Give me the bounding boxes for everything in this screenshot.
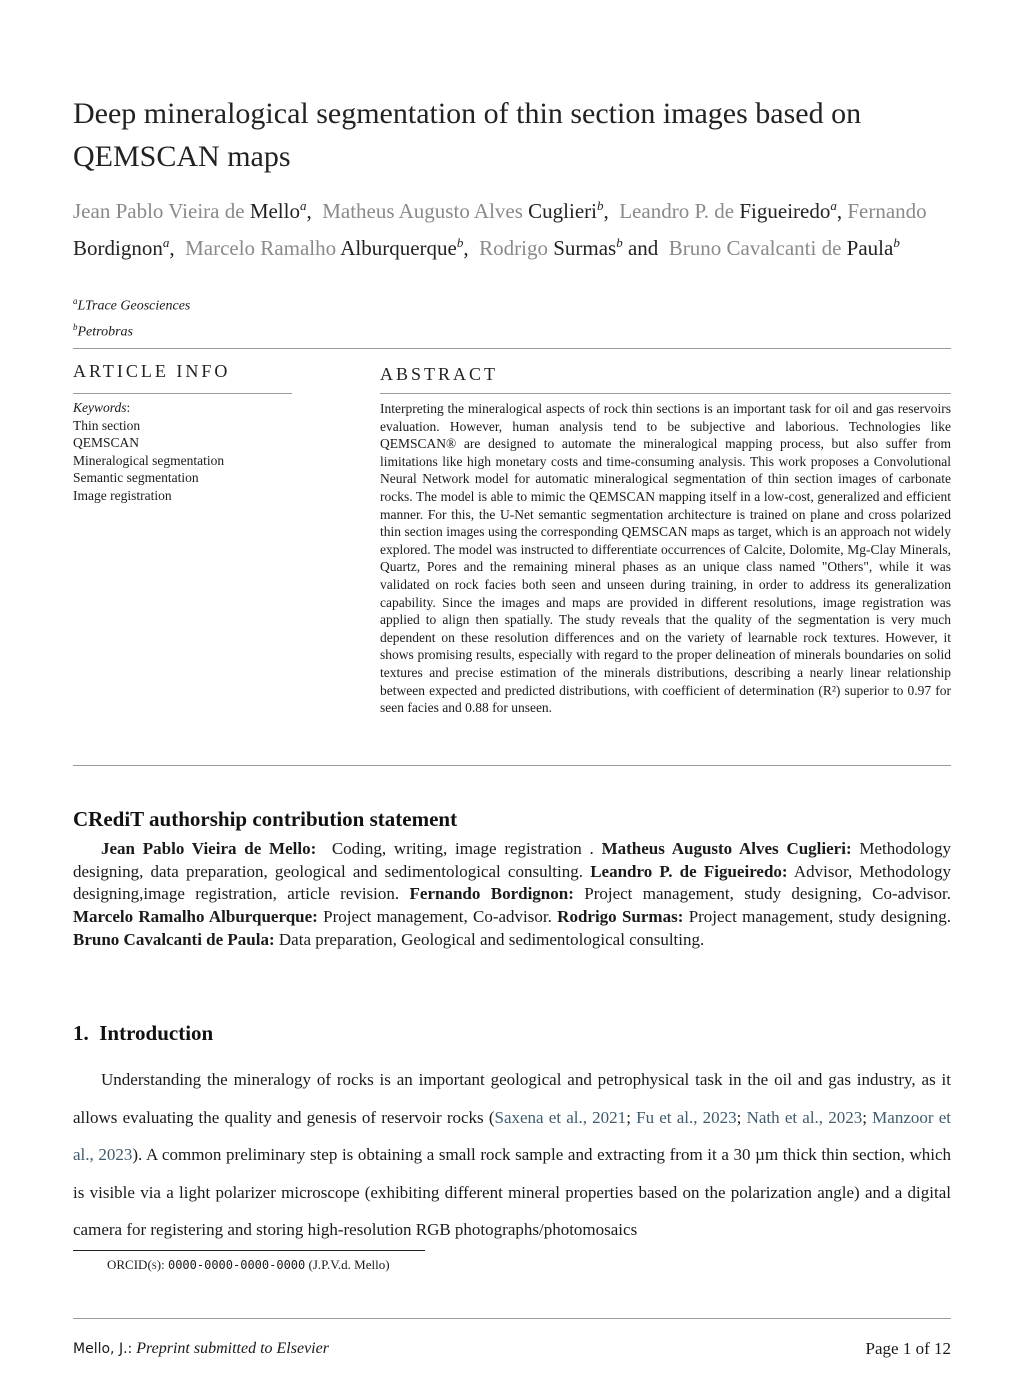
author[interactable]: Fernando Bordignon$^a$ bbox=[73, 199, 927, 260]
divider bbox=[73, 348, 951, 349]
keywords-label: Keywords bbox=[73, 400, 127, 415]
author[interactable]: Jean Pablo Vieira de Mello$^a$ bbox=[73, 198, 307, 223]
citation-link[interactable]: Fu et al., 2023 bbox=[636, 1107, 737, 1127]
citation-link[interactable]: Nath et al., 2023 bbox=[746, 1107, 863, 1127]
author-list: Jean Pablo Vieira de Mello$^a$, Matheus Augusto Alves Cuglieri$^b$, Leandro P. de Figueiredo$^a$, Fernando Bordignon$^a$, Marcelo Ramalho Alburquerque$^b$, Rodrigo Surmas$^b$ and Bruno Cavalcanti de Paula$^b$ bbox=[73, 198, 927, 260]
footnote-rule bbox=[73, 1250, 425, 1251]
keywords: Keywords: Thin section QEMSCAN Mineralogical segmentation Semantic segmentation Image registration bbox=[73, 399, 293, 505]
credit-statement: Jean Pablo Vieira de Mello: Coding, writing, image registration . Matheus Augusto Alves Cuglieri: Methodology designing, data preparation, geological and sedimentological consulting. Leandro P. de Figueiredo: Advisor, Methodology designing,image registration, article revision. Fernando Bordignon: Project management, study designing, Co-advisor. Marcelo Ramalho Alburquerque: Project management, Co-advisor. Rodrigo Surmas: Project management, study designing. Bruno Cavalcanti de Paula: Data preparation, Geological and sedimentological consulting. bbox=[73, 839, 952, 949]
keyword: Semantic segmentation bbox=[73, 470, 199, 486]
article-info-heading: ARTICLE INFO bbox=[73, 361, 231, 381]
keyword: Thin section bbox=[73, 417, 141, 433]
abstract-text: Interpreting the mineralogical aspects of rock thin sections is an important task for oil and gas reservoirs evaluation. However, human analysis tend to be subjective and laborious. Technologies like QEMSCAN® are designed to automate the mineralogical mapping process, but also suffer from limitations like high monetary costs and time-consuming analysis. This work proposes a Convolutional Neural Network model for automatic mineralogical segmentation of thin section images of carbonate rocks. The model is able to mimic the QEMSCAN mapping itself in a low-cost, generalized and efficient manner. For this, the U-Net semantic segmentation architecture is trained on plane and cross polarized thin section images using the corresponding QEMSCAN maps as target, which is an approach not widely explored. The model was instructed to differentiate occurrences of Calcite, Dolomite, Mg-Clay Minerals, Quartz, Pores and the remaining mineral phases as an unique class named "Others", while it was validated on rock facies both seen and unseen during training, in order to address its generalization capability. Since the images and maps are provided in different resolutions, image registration was applied to align then spatially. The study reveals that the quality of the segmentation is very much dependent on these resolution differences and on the variety of learnable rock textures. However, it shows promising results, especially with regard to the proper delineation of minerals boundaries on solid textures and precise estimation of the minerals distributions, describing a nearly linear relationship between expected and predicted distributions, with coefficient of determination (R²) superior to 0.97 for seen facies and 0.88 for unseen. bbox=[380, 401, 951, 716]
affiliations bbox=[73, 291, 190, 342]
author[interactable]: Matheus Augusto Alves Cuglieri$^b$ bbox=[322, 198, 604, 223]
credit-heading: CRediT authorship contribution statement bbox=[73, 807, 458, 831]
keyword: QEMSCAN bbox=[73, 435, 140, 451]
divider bbox=[73, 765, 951, 766]
divider bbox=[380, 393, 951, 394]
page-number: Page 1 of 12 bbox=[865, 1339, 951, 1358]
author[interactable]: Leandro P. de Figueiredo$^a$ bbox=[619, 198, 837, 223]
author[interactable]: Marcelo Ramalho Alburquerque$^b$ bbox=[185, 235, 464, 260]
abstract-heading: ABSTRACT bbox=[380, 364, 499, 384]
affiliation: $^b$Petrobras bbox=[73, 321, 133, 340]
introduction-paragraph: Understanding the mineralogy of rocks is an important geological and petrophysical task in the oil and gas industry, as it allows evaluating the quality and genesis of reservoir rocks (Saxena et al., 2021; Fu et al., 2023; Nath et al., 2023; Manzoor et al., 2023). A common preliminary step is obtaining a small rock sample and extracting from it a 30 µm thick thin section, which is visible via a light polarizer microscope (exhibiting different mineral properties based on the polarization angle) and a digital camera for registering and storing high-resolution RGB photographs/photomosaics bbox=[73, 1070, 951, 1239]
orcid-footnote: ORCID(s): 0000-0000-0000-0000 (J.P.V.d. Mello) bbox=[107, 1257, 390, 1272]
keyword: Image registration bbox=[73, 487, 172, 503]
author[interactable]: Rodrigo Surmas$^b$ bbox=[479, 235, 623, 260]
divider bbox=[73, 393, 292, 394]
paper-title: Deep mineralogical segmentation of thin section images based on QEMSCAN maps bbox=[73, 97, 862, 173]
citation-link[interactable]: Manzoor et al., 2023 bbox=[73, 1107, 951, 1164]
citation-link[interactable]: Saxena et al., 2021 bbox=[494, 1107, 627, 1127]
section-heading-introduction: 1. Introduction bbox=[73, 1021, 214, 1045]
running-footer: Mello, J.: Preprint submitted to Elsevier bbox=[73, 1340, 329, 1357]
affiliation: $^a$LTrace Geosciences bbox=[73, 296, 191, 314]
keyword: Mineralogical segmentation bbox=[73, 452, 225, 468]
author[interactable]: Bruno Cavalcanti de Paula$^b$ bbox=[668, 235, 900, 260]
footer-divider bbox=[73, 1318, 951, 1319]
